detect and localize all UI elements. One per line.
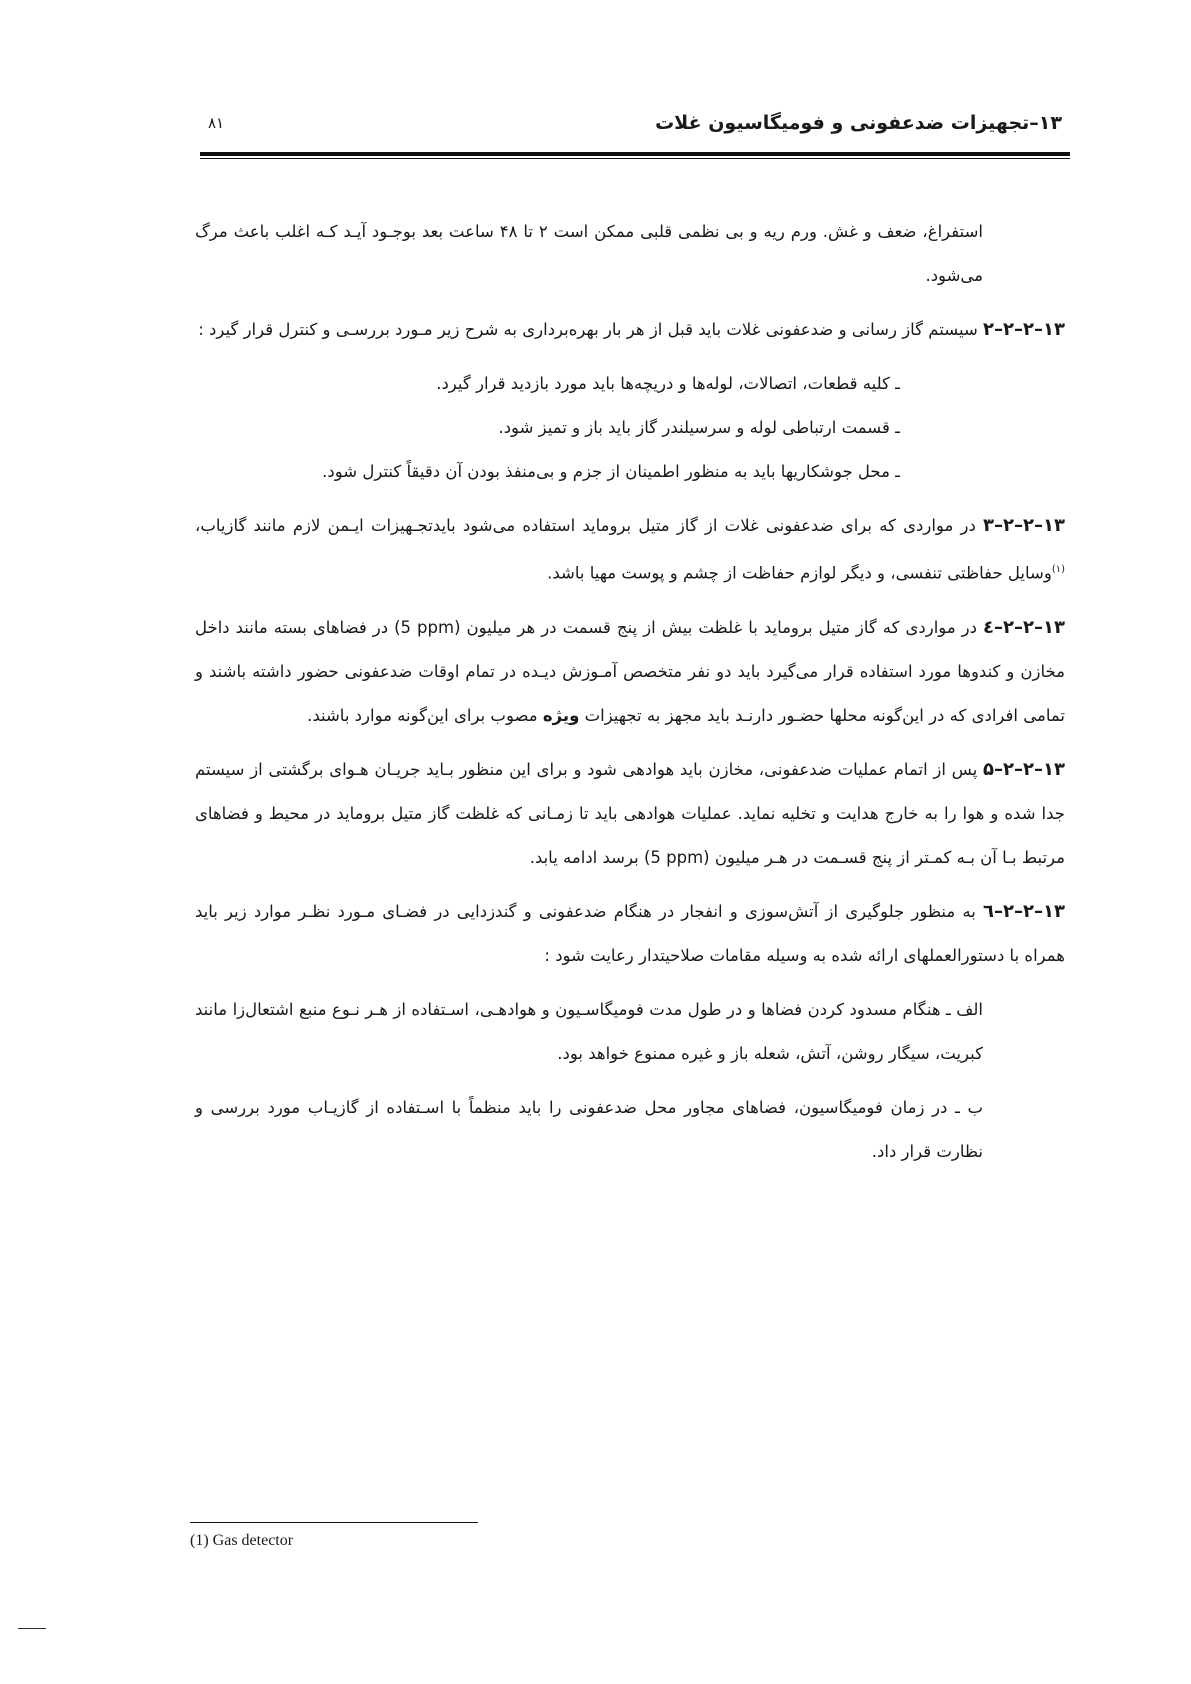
clause-13-2-2-5 [195, 748, 1065, 880]
bullet-item: ـ قسمت ارتباطی لوله و سرسیلندر گاز باید باز و تمیز شود. [498, 418, 900, 437]
clause-number: ۱۳–۲–۲–۲ [983, 319, 1065, 340]
clause-number: ۱۳–۲–۲–٤ [983, 616, 1065, 638]
page-number: ۸۱ [208, 114, 225, 132]
chapter-title: ۱۳–تجهیزات ضدعفونی و فومیگاسیون غلات [655, 112, 1062, 134]
clause-text: برسد ادامه یابد. [529, 847, 644, 867]
footnote: (1) Gas detector [190, 1532, 294, 1549]
header-rule-thin [200, 158, 1070, 159]
clause-number: ۱۳–۲–۲–۵ [983, 758, 1065, 780]
body-text [195, 210, 1065, 1184]
clause-text: پس از اتمام عملیات ضدعفونی، مخازن باید هوادهی شود و برای این منظور بـاید جریـان هـوای برگشتی از سیستم جدا شده و هوا را به خارج هدایت و تخلیه نماید. عملیات هوادهی باید تا زمـانی که غلظت گاز متیل بروماید در محیط و فضاهای مرتبط بـا آن بـه کمـتر از پنج قسـمت در هـر میلیون [195, 759, 1065, 867]
header-rule-thick [200, 152, 1070, 156]
clause-text: وسایل حفاظتی تنفسی، و دیگر لوازم حفاظت از چشم و پوست مهیا باشد. [547, 563, 1052, 583]
unit-ppm: (5 ppm) [394, 617, 461, 637]
clause-text: سیستم گاز رسانی و ضدعفونی غلات باید قبل از هر بار بهره‌برداری به شرح زیر مـورد بررسـی و کنترل قرار گیرد : [198, 320, 984, 339]
clause-13-2-2-2 [195, 308, 1065, 352]
bullet-item: ـ محل جوشکاریها باید به منظور اطمینان از جزم و بی‌منفذ بودن آن دقیقاً کنترل شود. [322, 462, 900, 481]
paragraph-continuation [195, 210, 1065, 298]
clause-text: در مواردی که گاز متیل بروماید با غلظت بیش از پنج قسمت در هر میلیون [460, 617, 984, 637]
clause-number: ۱۳–۲–۲–٦ [983, 900, 1065, 922]
sub-item-alef: الف ـ هنگام مسدود کردن فضاها و در طول مدت فومیگاسـیون و هوادهـی، اسـتفاده از هـر نـوع منبع اشتعال‌زا مانند کبریت، سیگار روشن، آتش، شعله باز و غیره ممنوع خواهد بود. [195, 999, 983, 1063]
clause-text: مصوب برای این‌گونه موارد باشند. [307, 705, 543, 725]
paragraph-text: استفراغ، ضعف و غش. ورم ریه و بی نظمی قلبی ممکن است ۲ تا ۴۸ ساعت بعد بوجـود آیـد کـه اغلب باعث مرگ می‌شود. [195, 222, 983, 285]
clause-13-2-2-6 [195, 890, 1065, 978]
clause-13-2-2-3 [195, 504, 1065, 596]
running-header [200, 112, 1070, 152]
footnote-divider [190, 1522, 478, 1523]
page-corner-mark [18, 1628, 46, 1629]
bullet-item: ـ کلیه قطعات، اتصالات، لوله‌ها و دریچه‌ها باید مورد بازدید قرار گیرد. [436, 374, 900, 393]
clause-text: در فضاهای بسته مانند داخل مخازن و کندوها مورد استفاده قرار می‌گیرد باید دو نفر متخصص آمـوزش دیـده در تمام اوقات ضدعفونی حضور داشته باشند و تمامی افرادی که در این‌گونه محلها حضـور دارنـد باید مجهز به تجهیزات [195, 617, 1065, 725]
clause-13-2-2-4 [195, 606, 1065, 738]
clause-number: ۱۳–۲–۲–۳ [983, 515, 1065, 536]
bold-word: ویژه [542, 705, 580, 725]
sub-item-be: ب ـ در زمان فومیگاسیون، فضاهای مجاور محل ضدعفونی را باید منظماً با اسـتفاده از گازیـاب مورد بررسی و نظارت قرار داد. [195, 1097, 983, 1161]
footnote-reference: (۱) [1051, 564, 1065, 575]
clause-text: در مواردی که برای ضدعفونی غلات از گاز متیل بروماید استفاده می‌شود بایدتجـهیزات ایـمن لازم مانند گازیاب، [195, 516, 984, 535]
unit-ppm: (5 ppm) [643, 847, 710, 867]
clause-text: به منظور جلوگیری از آتش‌سوزی و انفجار در هنگام ضدعفونی و گندزدایی در فضـای مـورد نظـر موارد زیر باید همراه با دستورالعملهای ارائه شده به وسیله مقامات صلاحیتدار رعایت شود : [195, 901, 1065, 965]
